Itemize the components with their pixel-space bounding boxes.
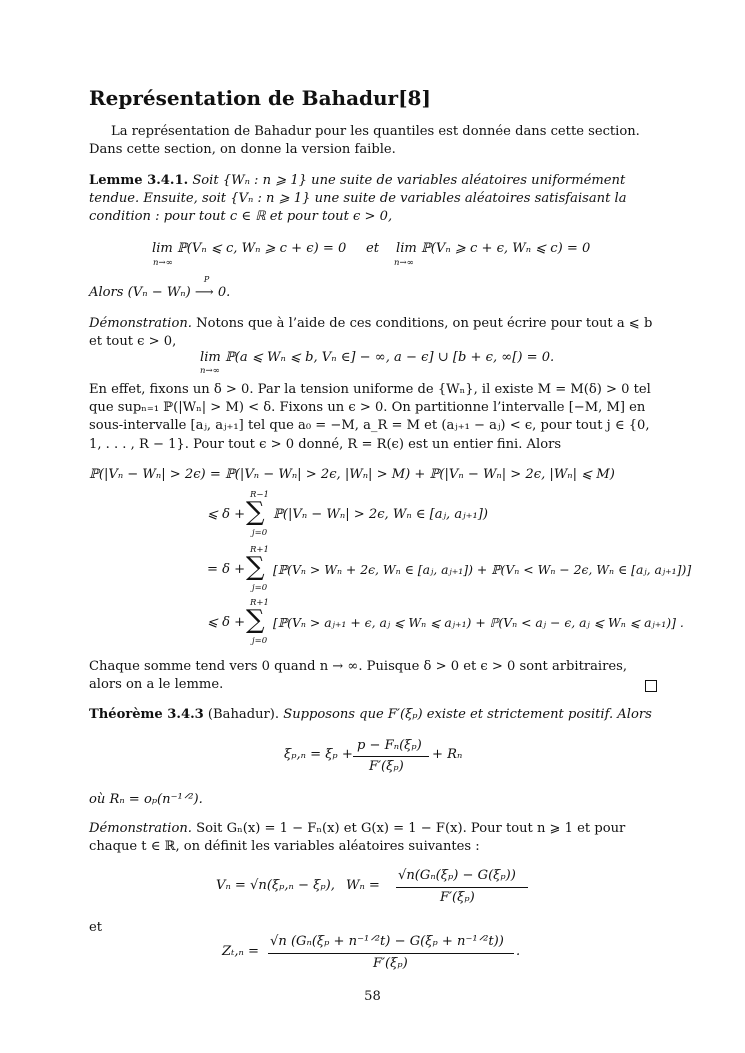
lemma-eq-left-sub: n→∞	[153, 258, 173, 268]
page-number: 58	[364, 989, 381, 1004]
proof2-w-den: F′(ξₚ)	[440, 890, 475, 905]
proof2-z-fraction-bar	[268, 953, 514, 954]
proof2-z-lhs: Zₜ,ₙ =	[222, 944, 259, 959]
proof1-text1: Notons que à l’aide de ces conditions, on peut écrire pour tout a ⩽ b et tout ϵ > 0,	[89, 316, 653, 350]
proof2-v-eq: Vₙ = √n(ξₚ,ₙ − ξₚ),	[216, 878, 335, 893]
proof2-w-lhs: Wₙ =	[346, 878, 380, 893]
convergence-arrow-label: P	[203, 275, 210, 284]
theorem-where: où Rₙ = oₚ(n⁻¹ᐟ²).	[89, 792, 203, 807]
sum2-sigma: ∑	[246, 497, 265, 527]
sum2-bottom: j=0	[252, 528, 268, 538]
theorem-fraction-bar	[353, 756, 429, 757]
lemma-conclusion-prefix: Alors (Vₙ − Wₙ)	[89, 285, 191, 300]
proof1-line3-prefix: = δ +	[207, 562, 246, 577]
lemma-eq-right-sub: n→∞	[394, 258, 414, 268]
proof1-line4-prefix: ⩽ δ +	[207, 615, 246, 630]
theorem-num: p − Fₙ(ξₚ)	[357, 738, 422, 753]
theorem-rhs: + Rₙ	[432, 747, 463, 762]
proof1-line4: [ℙ(Vₙ > aⱼ₊₁ + ϵ, aⱼ ⩽ Wₙ ⩽ aⱼ₊₁) + ℙ(Vₙ < aⱼ − ϵ, aⱼ ⩽ Wₙ ⩽ aⱼ₊₁)] .	[273, 615, 684, 630]
proof2-paragraph	[89, 820, 656, 856]
theorem-body: Supposons que F′(ξₚ) existe et strictement positif. Alors	[283, 707, 652, 722]
intro-paragraph: La représentation de Bahadur pour les quantiles est donnée dans cette section. Dans cette section, on donne la version faible.	[89, 124, 640, 158]
proof2-z-den: F′(ξₚ)	[373, 956, 408, 971]
proof1-intro	[89, 315, 656, 351]
proof1-line1: ℙ(|Vₙ − Wₙ| > 2ϵ) = ℙ(|Vₙ − Wₙ| > 2ϵ, |Wₙ| > M) + ℙ(|Vₙ − Wₙ| > 2ϵ, |Wₙ| ⩽ M)	[89, 467, 615, 482]
theorem-attribution: (Bahadur).	[207, 707, 280, 722]
proof1-line3: [ℙ(Vₙ > Wₙ + 2ϵ, Wₙ ∈ [aⱼ, aⱼ₊₁]) + ℙ(Vₙ < Wₙ − 2ϵ, Wₙ ∈ [aⱼ, aⱼ₊₁])]	[273, 562, 692, 577]
qed-square-icon	[645, 680, 657, 692]
lemma-conclusion	[89, 275, 231, 300]
lemma-conclusion-suffix: 0.	[217, 285, 231, 300]
proof2-z-num: √n (Gₙ(ξₚ + n⁻¹ᐟ²t) − G(ξₚ + n⁻¹ᐟ²t))	[270, 934, 504, 949]
lemma-eq-and: et	[366, 241, 380, 256]
lemma-eq-right: lim ℙ(Vₙ ⩾ c + ϵ, Wₙ ⩽ c) = 0	[396, 241, 591, 256]
theorem-lhs: ξₚ,ₙ = ξₚ +	[284, 747, 353, 762]
sum3-top: R+1	[250, 545, 269, 555]
proof2-w-num: √n(Gₙ(ξₚ) − G(ξₚ))	[398, 868, 516, 883]
section-title: Représentation de Bahadur[8]	[89, 86, 431, 110]
proof1-line2-prefix: ⩽ δ +	[207, 507, 246, 522]
theorem-den: F′(ξₚ)	[369, 759, 404, 774]
convergence-arrow-glyph: ⟶	[194, 285, 214, 300]
lemma-body: Soit {Wₙ : n ⩾ 1} une suite de variables aléatoires uniformément tendue. Ensuite, soit {Vₙ : n ⩾ 1} une suite de variables aléatoires satisfaisant la condition : pour tout c ∈ ℝ et pour tout ϵ > 0,	[89, 173, 627, 225]
sum4-sigma: ∑	[246, 605, 265, 635]
sum3-bottom: j=0	[252, 583, 268, 593]
proof2-label: Démonstration.	[89, 821, 192, 836]
proof1-eq: lim ℙ(a ⩽ Wₙ ⩽ b, Vₙ ∈] − ∞, a − ϵ] ∪ [b + ϵ, ∞[) = 0.	[200, 350, 555, 365]
convergence-arrow	[194, 275, 214, 300]
theorem-paragraph	[89, 706, 656, 724]
proof1-text2: En effet, fixons un δ > 0. Par la tension uniforme de {Wₙ}, il existe M = M(δ) > 0 tel que supₙ₌₁ ℙ(|Wₙ| > M) < δ. Fixons un ϵ > 0. On partitionne l’intervalle [−M, M] en sous-intervalle [aⱼ, aⱼ₊₁] tel que a₀ = −M, a_R = M et (aⱼ₊₁ − aⱼ) < ϵ, pour tout j ∈ {0, 1, . . . , R − 1}. Pour tout ϵ > 0 donné, R = R(ϵ) est un entier fini. Alors	[89, 382, 651, 452]
lemma-eq-left: lim ℙ(Vₙ ⩽ c, Wₙ ⩾ c + ϵ) = 0	[152, 241, 347, 256]
lemma-paragraph	[89, 172, 656, 227]
lemma-label: Lemme 3.4.1.	[89, 173, 189, 188]
proof1-text3: Chaque somme tend vers 0 quand n → ∞. Puisque δ > 0 et ϵ > 0 sont arbitraires, alors on a le lemme.	[89, 659, 627, 693]
proof2-w-fraction-bar	[396, 887, 528, 888]
theorem-label: Théorème 3.4.3	[89, 707, 204, 722]
sum3-sigma: ∑	[246, 552, 265, 582]
proof2-et: et	[89, 920, 103, 935]
proof2-text: Soit Gₙ(x) = 1 − Fₙ(x) et G(x) = 1 − F(x). Pour tout n ⩾ 1 et pour chaque t ∈ ℝ, on définit les variables aléatoires suivantes :	[89, 821, 626, 855]
proof1-line2: ℙ(|Vₙ − Wₙ| > 2ϵ, Wₙ ∈ [aⱼ, aⱼ₊₁])	[273, 507, 489, 522]
proof2-z-end: .	[516, 944, 521, 959]
proof1-label: Démonstration.	[89, 316, 192, 331]
sum2-top: R−1	[250, 490, 269, 500]
sum4-bottom: j=0	[252, 636, 268, 646]
sum4-top: R+1	[250, 598, 269, 608]
proof1-eq-sub: n→∞	[200, 366, 220, 376]
